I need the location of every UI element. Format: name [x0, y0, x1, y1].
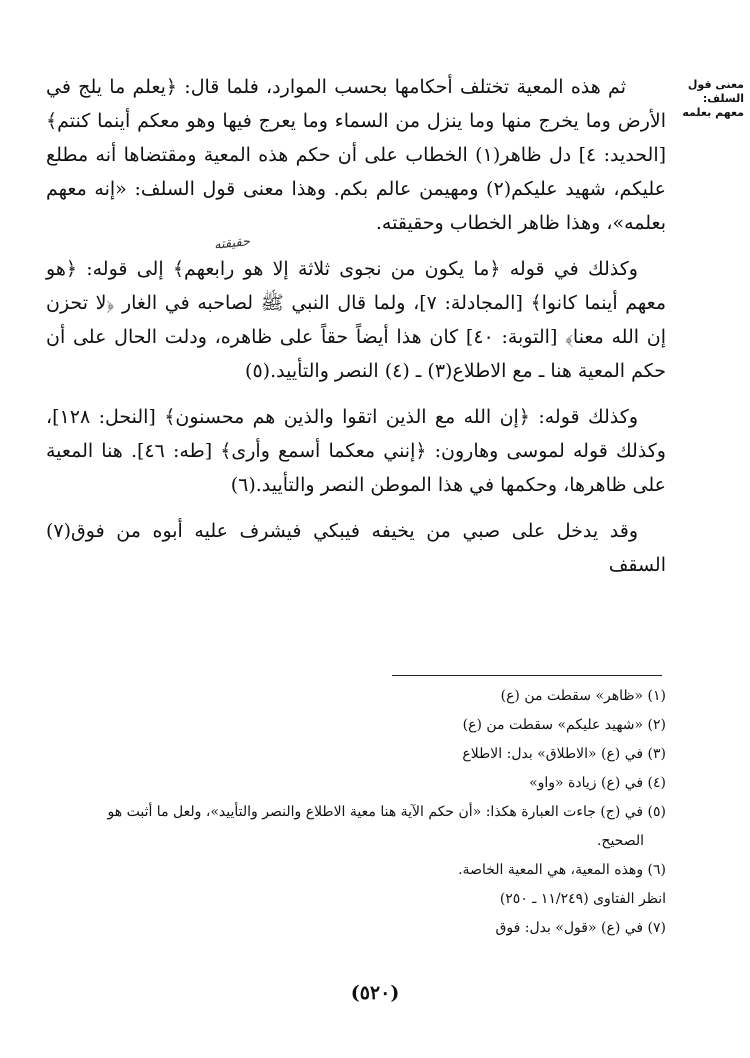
- footnote: (٣) في (ع) «الاطلاق» بدل: الاطلاع: [462, 746, 666, 762]
- footnote: (٧) في (ع) «قول» بدل: فوق: [495, 920, 666, 936]
- paragraph: وكذلك قوله: ﴿إن الله مع الذين اتقوا والذين هم محسنون﴾ [النحل: ١٢٨]، وكذلك قوله لموسى وهارون: ﴿إنني معكما أسمع وأرى﴾ [طه: ٤٦]. هنا المعية على ظاهرها، وحكمها في هذا الموطن النصر والتأييد.(٦): [46, 406, 666, 496]
- footnotes: [40, 682, 666, 943]
- footnote: (١) «ظاهر» سقطت من (ع): [500, 688, 666, 704]
- footnote: (٤) في (ع) زيادة «واو»: [529, 775, 666, 791]
- footnote: (٦) وهذه المعية، هي المعية الخاصة.: [458, 862, 666, 878]
- handwritten-note: حقيقته: [213, 234, 251, 253]
- paragraph: وقد يدخل على صبي من يخيفه فيبكي فيشرف عليه أبوه من فوق(٧) السقف: [46, 520, 666, 576]
- footnote: (٢) «شهيد عليكم» سقطت من (ع): [462, 717, 666, 733]
- footnote: انظر الفتاوى (١١/٢٤٩ ـ ٢٥٠): [499, 891, 666, 907]
- page-number: (٥٢٠): [350, 982, 400, 1004]
- footnote: (٥) في (ج) جاءت العبارة هكذا: «أن حكم الآية هنا معية الاطلاع والنصر والتأييد»، ولعل ما أثبت هو: [107, 804, 666, 820]
- paragraph: وكذلك في قوله ﴿ما يكون من نجوى ثلاثة إلا هو رابعهم﴾ إلى قوله: ﴿هو معهم أينما كانوا﴾ [المجادلة: ٧]، ولما قال النبي ﷺ لصاحبه في الغار ﴿لا تحزن إن الله معنا﴾ [التوبة: ٤٠] كان هذا أيضاً حقاً على ظاهره، ودلت الحال على أن حكم المعية هنا ـ مع الاطلاع(٣) ـ (٤) النصر والتأييد.(٥): [46, 258, 666, 382]
- paragraph: ثم هذه المعية تختلف أحكامها بحسب الموارد، فلما قال: ﴿يعلم ما يلج في الأرض وما يخرج منها وما ينزل من السماء وما يعرج فيها وهو معكم أينما كنتم﴾ [الحديد: ٤] دل ظاهر(١) الخطاب على أن حكم هذه المعية ومقتضاها أنه مطلع عليكم، شهيد عليكم(٢) ومهيمن عالم بكم. وهذا معنى قول السلف: «إنه معهم بعلمه»، وهذا ظاهر الخطاب وحقيقته.: [46, 76, 667, 234]
- margin-note: معنى قول السلف: معهم بعلمه: [682, 78, 744, 119]
- footnote-divider: [392, 675, 662, 676]
- body-text: [46, 70, 666, 594]
- footnote-continuation: الصحيح.: [596, 833, 644, 849]
